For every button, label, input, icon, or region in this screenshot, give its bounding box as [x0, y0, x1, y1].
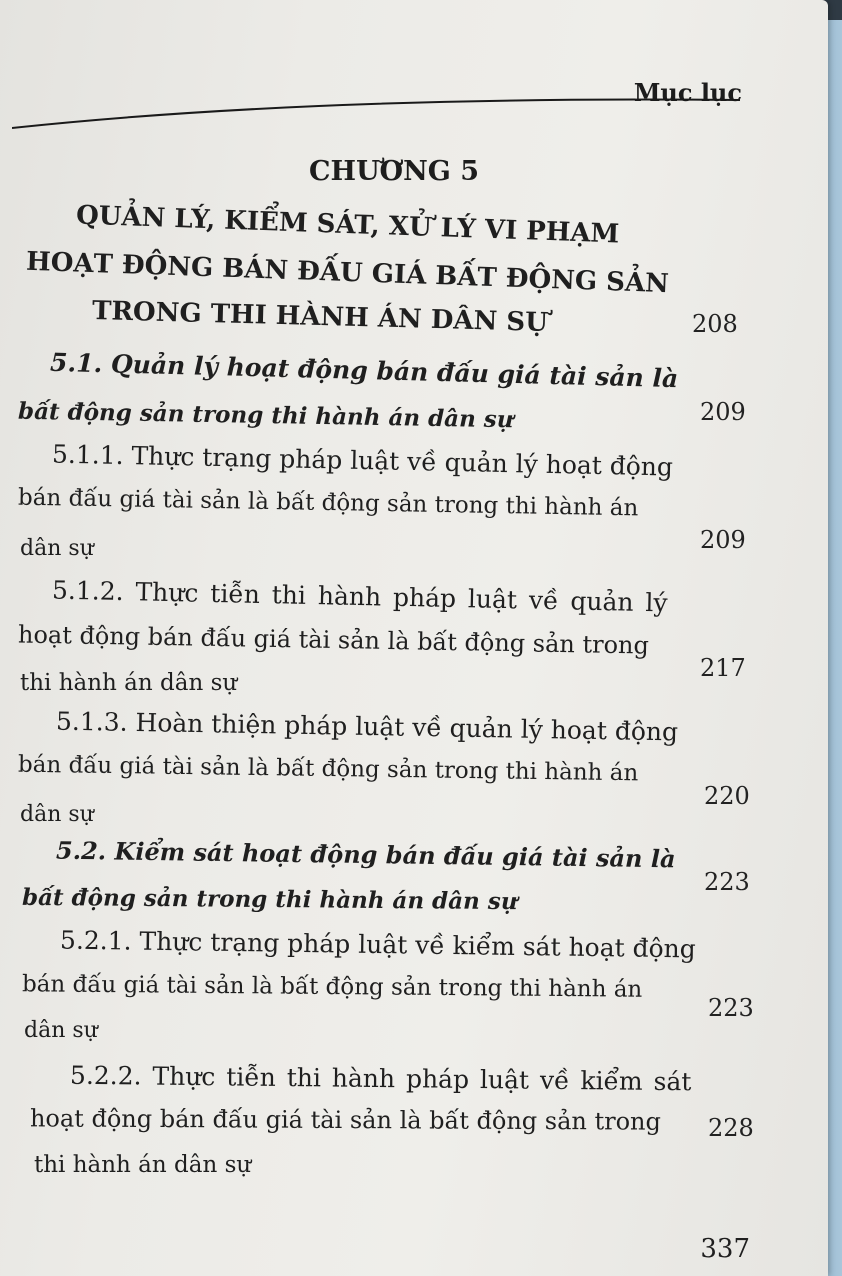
toc-entry-5-1-3-line-3: dân sự [20, 802, 94, 827]
toc-entry-5-2-1-line-2: bán đấu giá tài sản là bất động sản trong thi hành án [21, 971, 643, 1003]
toc-entry-5-1-3-page: 220 [704, 782, 750, 810]
toc-entry-5-2-2-line-3: thi hành án dân sự [34, 1152, 252, 1178]
toc-entry-5-1-line-2: bất động sản trong thi hành án dân sự [17, 397, 514, 434]
toc-entry-5-1-2-line-2: hoạt động bán đấu giá tài sản là bất động sản trong [17, 620, 650, 660]
toc-entry-5-2-2-line-1: 5.2.2. Thực tiễn thi hành pháp luật về kiểm sát [69, 1060, 692, 1097]
chapter-heading [0, 150, 828, 194]
toc-entry-5-1-1-line-3: dân sự [20, 536, 94, 561]
page-number: 337 [700, 1234, 750, 1264]
toc-entry-5-1-1-line-1: 5.1.1. Thực trạng pháp luật về quản lý hoạt động [51, 439, 674, 482]
toc-entry-5-2-1-line-1: 5.2.1. Thực trạng pháp luật về kiểm sát hoạt động [59, 925, 696, 964]
toc-entry-5-2-1-line-3: dân sự [24, 1018, 98, 1043]
toc-entry-5-2-1-page: 223 [708, 994, 754, 1022]
chapter-page-number: 208 [692, 310, 738, 338]
running-header: Mục lục [633, 78, 742, 107]
chapter-title-line-3: TRONG THI HÀNH ÁN DÂN SỰ [91, 296, 549, 338]
toc-entry-5-2-line-1: 5.2. Kiểm sát hoạt động bán đấu giá tài sản là [55, 835, 676, 874]
toc-entry-5-2-page: 223 [704, 868, 750, 896]
toc-entry-5-1-1-page: 209 [700, 526, 746, 554]
toc-entry-5-1-page: 209 [700, 398, 746, 426]
toc-entry-5-1-3-line-1: 5.1.3. Hoàn thiện pháp luật về quản lý hoạt động [55, 706, 679, 747]
toc-entry-5-1-2-line-3: thi hành án dân sự [20, 670, 238, 696]
toc-entry-5-2-2-line-2: hoạt động bán đấu giá tài sản là bất động sản trong [29, 1104, 662, 1136]
chapter-number: CHƯƠNG 5 [309, 156, 479, 187]
toc-entry-5-1-line-1: 5.1. Quản lý hoạt động bán đấu giá tài sản là [49, 347, 679, 394]
toc-entry-5-2-line-2: bất động sản trong thi hành án dân sự [21, 883, 518, 916]
toc-entry-5-1-2-line-1: 5.1.2. Thực tiễn thi hành pháp luật về quản lý [51, 575, 668, 618]
toc-entry-5-2-2-page: 228 [708, 1114, 754, 1142]
chapter-title-line-2: HOẠT ĐỘNG BÁN ĐẤU GIÁ BẤT ĐỘNG SẢN [25, 246, 670, 300]
chapter-title-line-1: QUẢN LÝ, KIỂM SÁT, XỬ LÝ VI PHẠM [75, 200, 620, 250]
toc-entry-5-1-3-line-2: bán đấu giá tài sản là bất động sản trong thi hành án [17, 751, 639, 787]
header-rule [12, 92, 740, 130]
toc-entry-5-1-1-line-2: bán đấu giá tài sản là bất động sản trong thi hành án [17, 484, 639, 522]
toc-entry-5-1-2-page: 217 [700, 654, 746, 682]
